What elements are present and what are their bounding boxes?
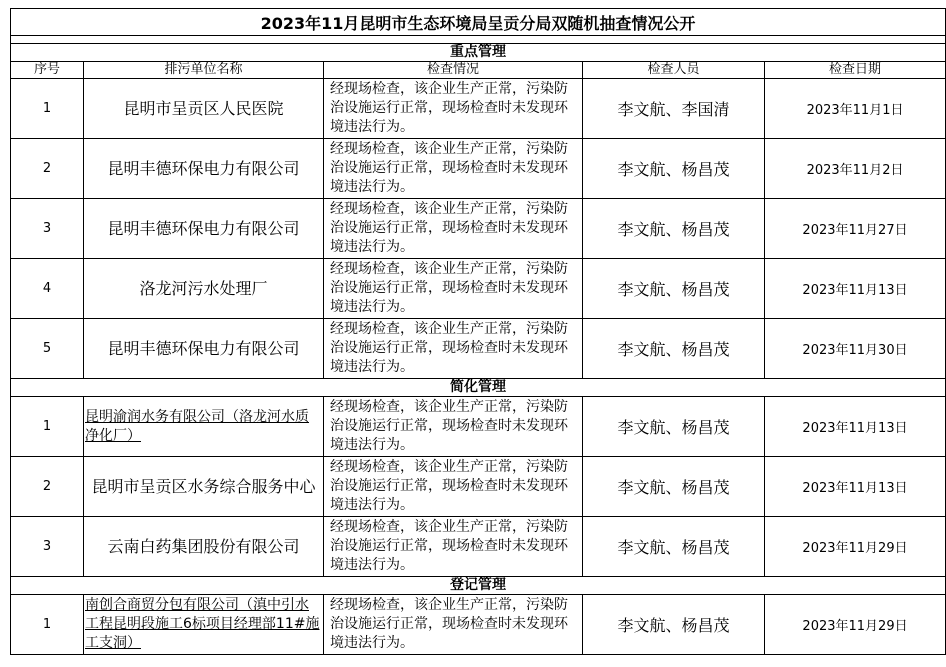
inspection-result-cell[interactable]: 经现场检查，该企业生产正常，污染防治设施运行正常，现场检查时未发现环境违法行为。 — [324, 79, 583, 139]
inspection-date-cell[interactable]: 2023年11月29日 — [765, 517, 946, 577]
inspection-result-cell[interactable]: 经现场检查，该企业生产正常，污染防治设施运行正常，现场检查时未发现环境违法行为。 — [324, 457, 583, 517]
table-row — [11, 259, 946, 319]
inspection-result-cell[interactable]: 经现场检查，该企业生产正常，污染防治设施运行正常，现场检查时未发现环境违法行为。 — [324, 139, 583, 199]
seq-cell[interactable]: 1 — [11, 595, 84, 655]
inspection-date-cell[interactable]: 2023年11月27日 — [765, 199, 946, 259]
unit-name-cell[interactable]: 昆明市呈贡区人民医院 — [84, 79, 324, 139]
inspection-date-cell[interactable]: 2023年11月29日 — [765, 595, 946, 655]
table-row — [11, 517, 946, 577]
table-row — [11, 595, 946, 655]
seq-cell[interactable]: 4 — [11, 259, 84, 319]
title-row — [11, 9, 946, 36]
table-row — [11, 457, 946, 517]
inspector-cell[interactable]: 李文航、杨昌茂 — [583, 139, 765, 199]
table-row — [11, 319, 946, 379]
seq-cell[interactable]: 1 — [11, 79, 84, 139]
inspection-date-cell[interactable]: 2023年11月13日 — [765, 397, 946, 457]
section-title[interactable]: 简化管理 — [11, 379, 946, 397]
inspection-result-cell[interactable]: 经现场检查，该企业生产正常，污染防治设施运行正常，现场检查时未发现环境违法行为。 — [324, 259, 583, 319]
page-title[interactable]: 2023年11月昆明市生态环境局呈贡分局双随机抽查情况公开 — [11, 9, 946, 36]
inspection-table — [10, 8, 946, 655]
inspection-result-cell[interactable]: 经现场检查，该企业生产正常，污染防治设施运行正常，现场检查时未发现环境违法行为。 — [324, 319, 583, 379]
blank-cell[interactable] — [11, 36, 946, 44]
inspector-cell[interactable]: 李文航、李国清 — [583, 79, 765, 139]
seq-cell[interactable]: 2 — [11, 139, 84, 199]
unit-name-cell[interactable]: 昆明市呈贡区水务综合服务中心 — [84, 457, 324, 517]
unit-name-cell[interactable]: 云南白药集团股份有限公司 — [84, 517, 324, 577]
section-header-row — [11, 577, 946, 595]
unit-name-cell[interactable]: 昆明渝润水务有限公司（洛龙河水质净化厂） — [84, 397, 324, 457]
inspector-cell[interactable]: 李文航、杨昌茂 — [583, 595, 765, 655]
table-row — [11, 139, 946, 199]
inspection-result-cell[interactable]: 经现场检查，该企业生产正常，污染防治设施运行正常，现场检查时未发现环境违法行为。 — [324, 595, 583, 655]
seq-cell[interactable]: 3 — [11, 199, 84, 259]
column-header[interactable]: 序号 — [11, 62, 84, 79]
inspection-result-cell[interactable]: 经现场检查，该企业生产正常，污染防治设施运行正常，现场检查时未发现环境违法行为。 — [324, 199, 583, 259]
inspector-cell[interactable]: 李文航、杨昌茂 — [583, 517, 765, 577]
unit-name-cell[interactable]: 昆明丰德环保电力有限公司 — [84, 139, 324, 199]
inspector-cell[interactable]: 李文航、杨昌茂 — [583, 199, 765, 259]
inspector-cell[interactable]: 李文航、杨昌茂 — [583, 397, 765, 457]
column-header[interactable]: 检查人员 — [583, 62, 765, 79]
inspector-cell[interactable]: 李文航、杨昌茂 — [583, 319, 765, 379]
seq-cell[interactable]: 5 — [11, 319, 84, 379]
section-title[interactable]: 重点管理 — [11, 44, 946, 62]
column-header[interactable]: 排污单位名称 — [84, 62, 324, 79]
seq-cell[interactable]: 3 — [11, 517, 84, 577]
table-row — [11, 79, 946, 139]
unit-name-cell[interactable]: 昆明丰德环保电力有限公司 — [84, 199, 324, 259]
seq-cell[interactable]: 1 — [11, 397, 84, 457]
seq-cell[interactable]: 2 — [11, 457, 84, 517]
inspection-date-cell[interactable]: 2023年11月2日 — [765, 139, 946, 199]
unit-name-cell[interactable]: 洛龙河污水处理厂 — [84, 259, 324, 319]
table-row — [11, 199, 946, 259]
inspection-result-cell[interactable]: 经现场检查，该企业生产正常，污染防治设施运行正常，现场检查时未发现环境违法行为。 — [324, 517, 583, 577]
section-title[interactable]: 登记管理 — [11, 577, 946, 595]
inspection-date-cell[interactable]: 2023年11月13日 — [765, 259, 946, 319]
inspection-date-cell[interactable]: 2023年11月30日 — [765, 319, 946, 379]
inspection-date-cell[interactable]: 2023年11月13日 — [765, 457, 946, 517]
column-header-row — [11, 62, 946, 79]
table-row — [11, 397, 946, 457]
inspection-result-cell[interactable]: 经现场检查，该企业生产正常，污染防治设施运行正常，现场检查时未发现环境违法行为。 — [324, 397, 583, 457]
inspector-cell[interactable]: 李文航、杨昌茂 — [583, 259, 765, 319]
inspection-date-cell[interactable]: 2023年11月1日 — [765, 79, 946, 139]
column-header[interactable]: 检查日期 — [765, 62, 946, 79]
column-header[interactable]: 检查情况 — [324, 62, 583, 79]
section-header-row — [11, 44, 946, 62]
blank-row — [11, 36, 946, 44]
section-header-row — [11, 379, 946, 397]
unit-name-cell[interactable]: 昆明丰德环保电力有限公司 — [84, 319, 324, 379]
inspector-cell[interactable]: 李文航、杨昌茂 — [583, 457, 765, 517]
unit-name-cell[interactable]: 南创合商贸分包有限公司（滇中引水工程昆明段施工6标项目经理部11#施工支洞） — [84, 595, 324, 655]
